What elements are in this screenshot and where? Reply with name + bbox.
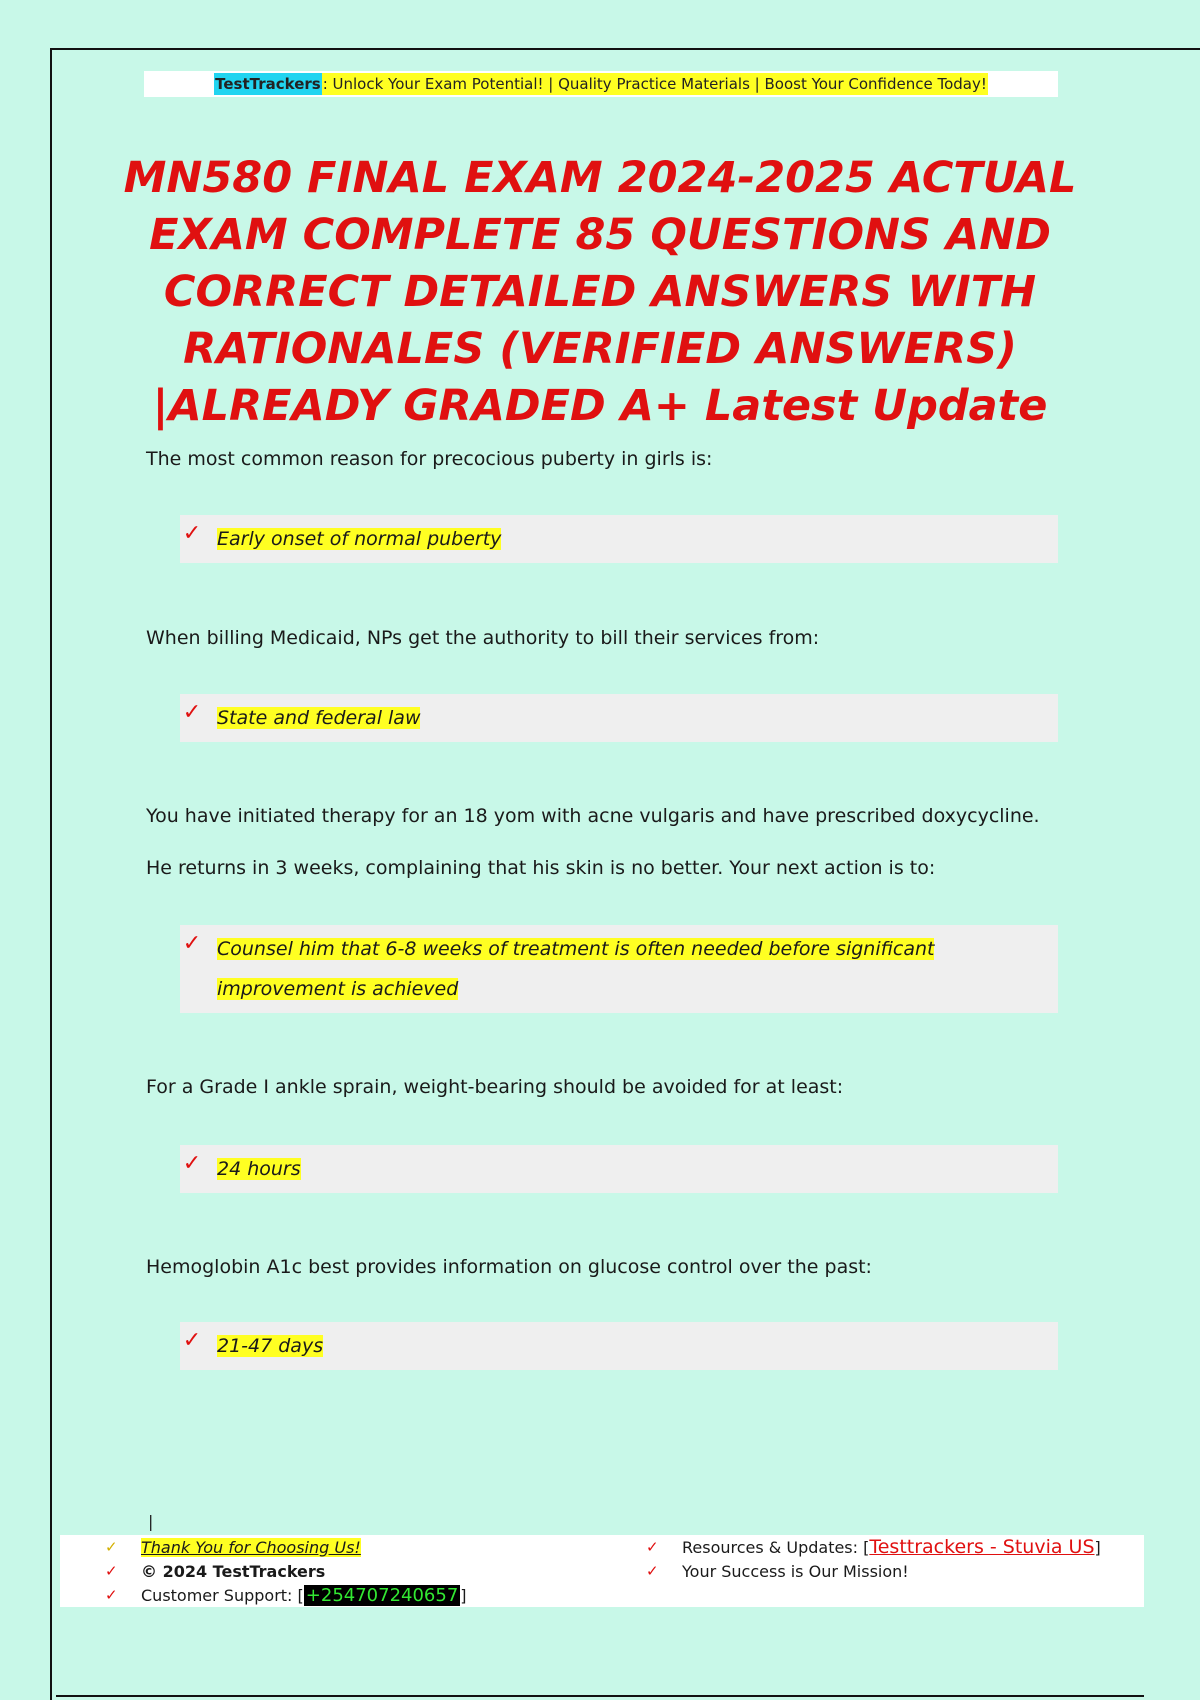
support-label: Customer Support: [ [141,1585,304,1605]
copyright-text: © 2024 TestTrackers [141,1561,326,1581]
answer-4 [180,1145,1058,1193]
answer-2 [180,694,1058,742]
document-title: MN580 FINAL EXAM 2024-2025 ACTUAL EXAM COMPLETE 85 QUESTIONS AND CORRECT DETAILED ANSWERS WITH RATIONALES (VERIFIED ANSWERS) |ALREADY GRADED A+ Latest Update [123,153,1077,431]
answer-1 [180,515,1058,563]
answer-3-text: Counsel him that 6-8 weeks of treatment is often needed before significant improvement is achieved [217,938,935,1000]
resources-close: ] [1094,1537,1101,1557]
check-icon: ✓ [182,931,202,956]
check-icon: ✓ [646,1538,659,1556]
mission-text: Your Success is Our Mission! [682,1561,909,1581]
question-3: You have initiated therapy for an 18 yom with acne vulgaris and have prescribed doxycycline. He returns in 3 weeks, complaining that his skin is no better. Your next action is to: [146,805,1040,879]
check-icon: ✓ [105,1538,118,1556]
support-phone[interactable]: +254707240657 [305,1584,459,1606]
check-icon: ✓ [182,521,202,546]
footer-right [646,1535,1101,1583]
check-icon: ✓ [182,1151,202,1176]
question-2: When billing Medicaid, NPs get the authority to bill their services from: [146,627,820,649]
answer-2-text: State and federal law [217,707,421,729]
footer-left [105,1535,467,1607]
check-icon: ✓ [105,1586,118,1604]
answer-5-text: 21-47 days [217,1335,324,1357]
answer-4-text: 24 hours [217,1158,301,1180]
resources-label: Resources & Updates: [ [682,1537,870,1557]
banner-tagline: : Unlock Your Exam Potential! | Quality Practice Materials | Boost Your Confidence Today! [322,75,987,93]
stuvia-link[interactable]: Testtrackers - Stuvia US [869,1536,1095,1558]
answer-3 [180,925,1058,1013]
check-icon: ✓ [182,1328,202,1353]
question-4: For a Grade I ankle sprain, weight-bearing should be avoided for at least: [146,1076,844,1098]
question-1: The most common reason for precocious puberty in girls is: [146,448,713,470]
thank-you-text: Thank You for Choosing Us! [141,1537,361,1557]
check-icon: ✓ [105,1562,118,1580]
text-cursor: | [148,1512,154,1531]
brand-name: TestTrackers [215,75,321,93]
question-5: Hemoglobin A1c best provides information on glucose control over the past: [146,1256,872,1278]
footer [60,1535,1144,1607]
answer-5 [180,1322,1058,1370]
header-banner [144,71,1058,97]
support-close: ] [460,1585,467,1605]
check-icon: ✓ [182,700,202,725]
check-icon: ✓ [646,1562,659,1580]
answer-1-text: Early onset of normal puberty [217,528,502,550]
bottom-rule [56,1695,1144,1697]
